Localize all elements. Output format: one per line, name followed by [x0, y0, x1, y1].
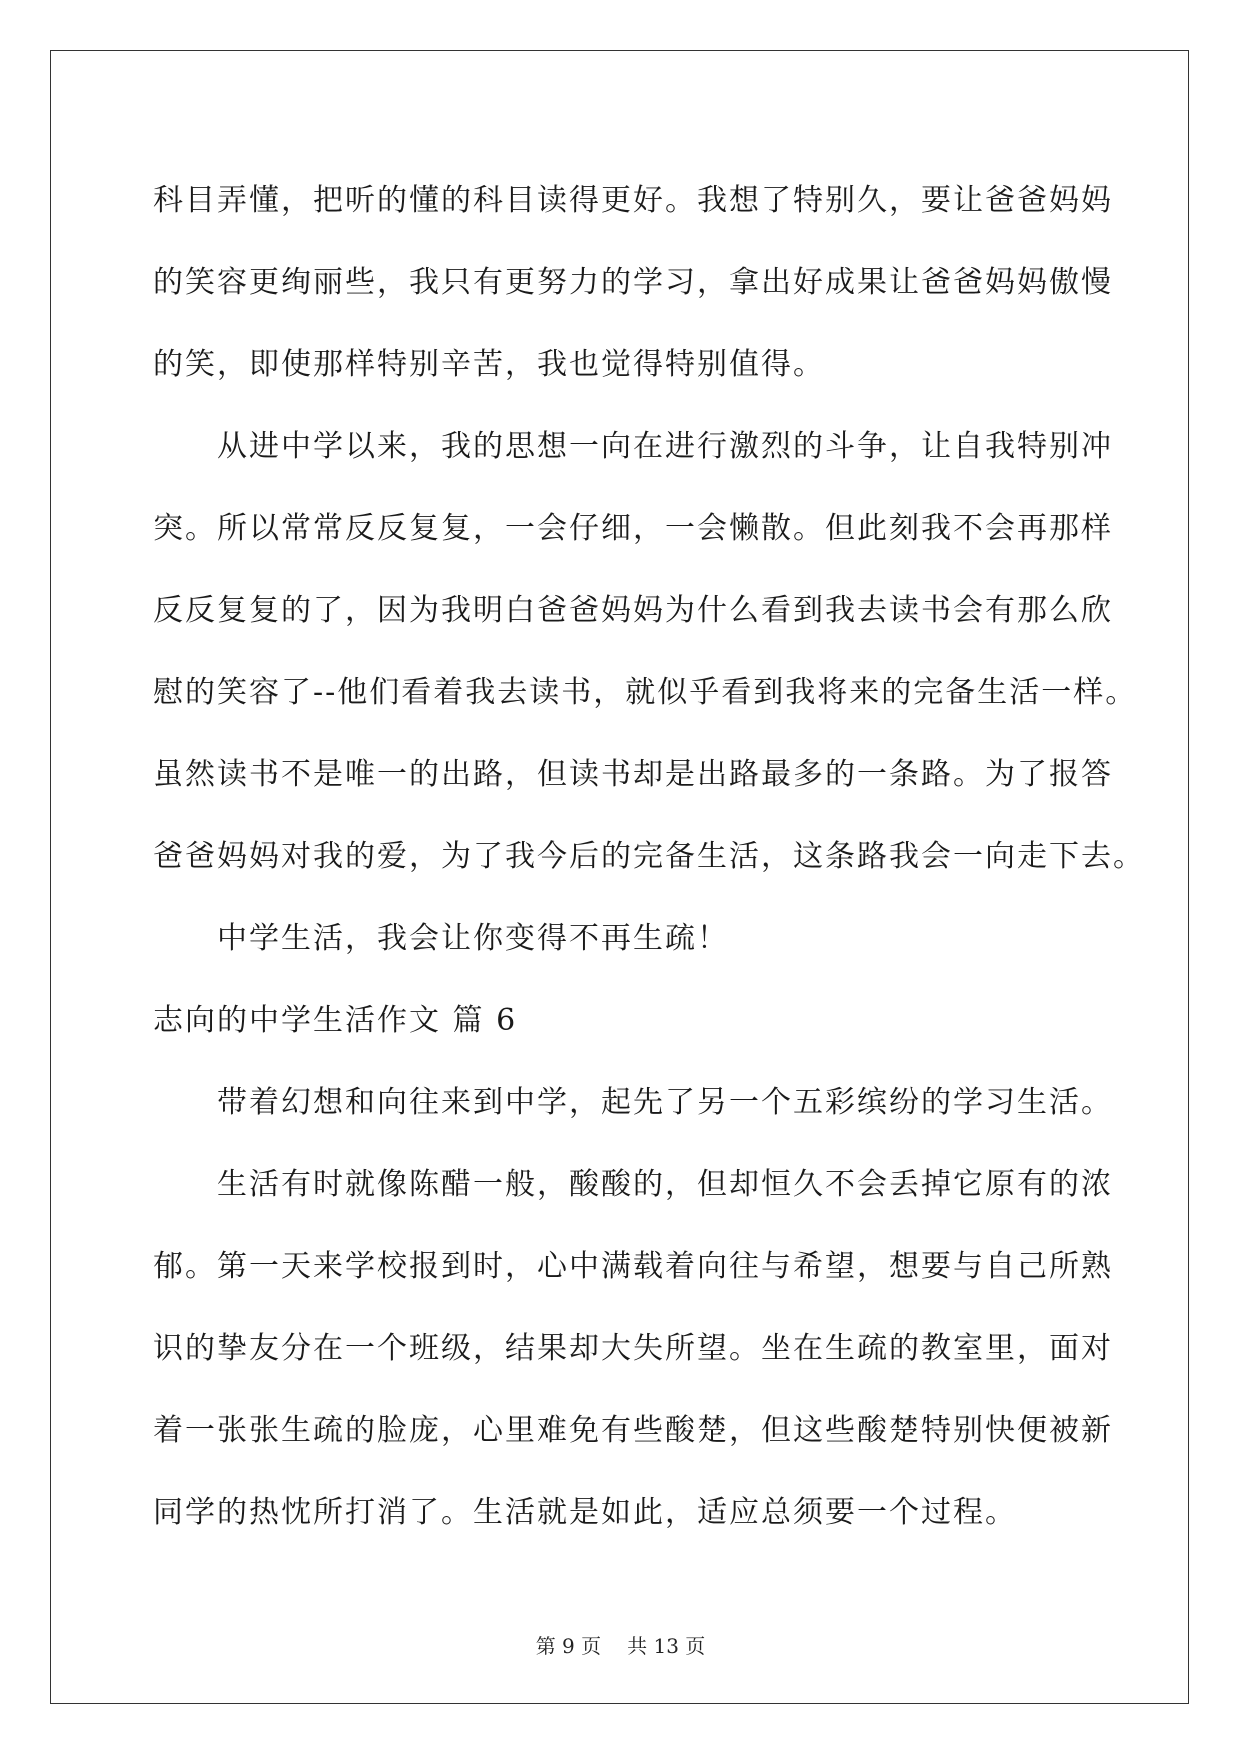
text-line: 虽然读书不是唯一的出路，但读书却是出路最多的一条路。为了报答 — [153, 757, 1113, 792]
text-line: 科目弄懂，把听的懂的科目读得更好。我想了特别久，要让爸爸妈妈 — [153, 183, 1113, 218]
text-line: 郁。第一天来学校报到时，心中满载着向往与希望，想要与自己所熟 — [153, 1249, 1113, 1284]
text-line: 的笑，即使那样特别辛苦，我也觉得特别值得。 — [153, 347, 825, 382]
text-line: 爸爸妈妈对我的爱，为了我今后的完备生活，这条路我会一向走下去。 — [153, 839, 1145, 874]
document-body — [153, 160, 1145, 1554]
text-line: 同学的热忱所打消了。生活就是如此，适应总须要一个过程。 — [153, 1495, 1017, 1530]
page-number: 第 9 页 — [535, 1634, 602, 1658]
section-heading: 志向的中学生活作文 篇 6 — [153, 1003, 518, 1038]
paragraph-start-line: 生活有时就像陈醋一般，酸酸的，但却恒久不会丢掉它原有的浓 — [217, 1167, 1113, 1202]
page-footer — [0, 1630, 1241, 1659]
text-line: 着一张张生疏的脸庞，心里难免有些酸楚，但这些酸楚特别快便被新 — [153, 1413, 1113, 1448]
text-line: 反反复复的了，因为我明白爸爸妈妈为什么看到我去读书会有那么欣 — [153, 593, 1113, 628]
paragraph-start-line: 中学生活，我会让你变得不再生疏！ — [217, 921, 729, 956]
text-line: 识的挚友分在一个班级，结果却大失所望。坐在生疏的教室里，面对 — [153, 1331, 1113, 1366]
text-line: 的笑容更绚丽些，我只有更努力的学习，拿出好成果让爸爸妈妈傲慢 — [153, 265, 1113, 300]
text-line: 慰的笑容了--他们看着我去读书，就似乎看到我将来的完备生活一样。 — [153, 675, 1138, 710]
page-total: 共 13 页 — [627, 1634, 706, 1658]
paragraph-start-line: 带着幻想和向往来到中学，起先了另一个五彩缤纷的学习生活。 — [217, 1085, 1113, 1120]
text-line: 突。所以常常反反复复，一会仔细，一会懒散。但此刻我不会再那样 — [153, 511, 1113, 546]
paragraph-start-line: 从进中学以来，我的思想一向在进行激烈的斗争，让自我特别冲 — [217, 429, 1113, 464]
